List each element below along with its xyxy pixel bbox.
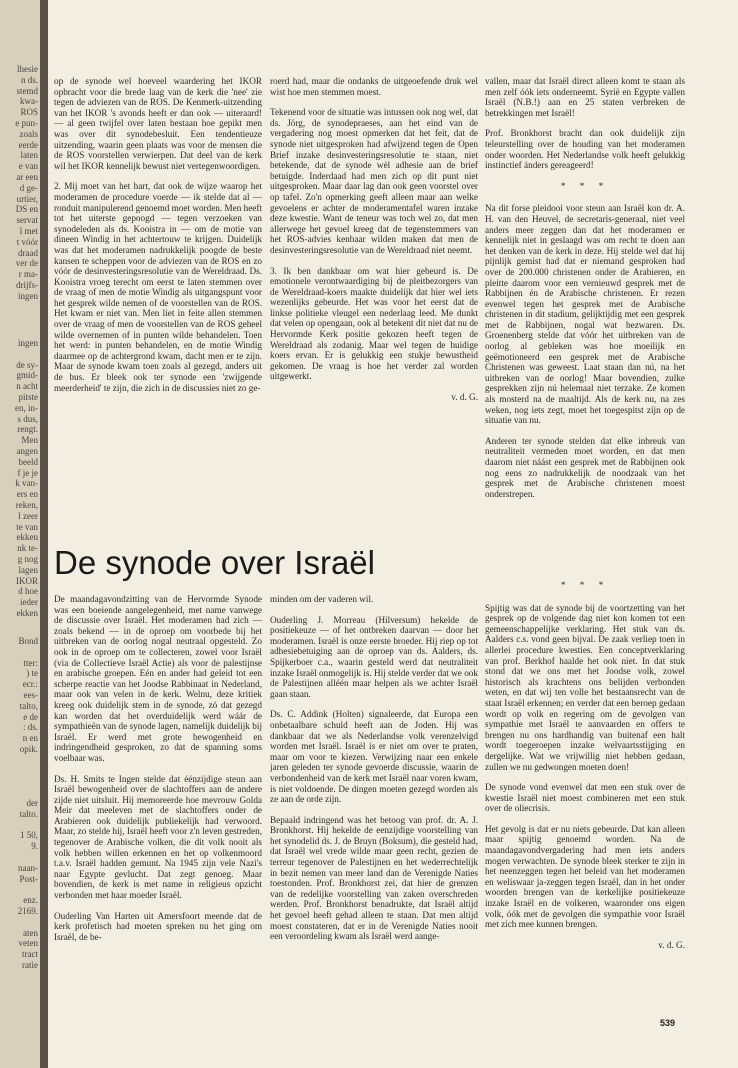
paragraph: Na dit forse pleidooi voor steun aan Israël kon dr. A. H. van den Heuvel, de secretaris-generaal, niet veel anders meer zeggen dan dat het moderamen er kennelijk niet in geslaagd was om recht te doen aan het denken van de kerk in deze. Hij stelde wel dat hij pijnlijk gemist had dat er niemand gesproken had over de 200.000 christenen onder de Arabieren, en pleitte daarom voor een vernieuwd gesprek met de Rabbijnen én de Arabische christenen. Er rezen evenwel tegen het gesprek met de Arabische christenen in dit stadium, gelijktijdig met een gesprek met de Rabbijnen, nogal wat bezwaren. Ds. Groenenberg stelde dat vóór het uitbreken van de oorlog al gebleken was hoe moeilijk en geëmotioneerd een gesprek met de Arabische Christenen was geweest. Laat staan dan nú, na het uitbreken van de oorlog! Maar bovendien, zulke gesprekken zijn nú helemaal niet terzake. Ze komen als mosterd na de maaltijd. Als de kerk nu, na zes weken, nog iets zegt, moet het toegespitst zijn op de situatie van nu. xyxy=(485,203,685,426)
paragraph: De synode vond evenwel dat men een stuk over de kwestie Israël niet moest combineren met een stuk over de oliecrisis. xyxy=(485,782,685,814)
adjacent-page-fragment-upper: lhesie n ds. stemd kwa- ROS e pun- zoals eerde laten e van ar een d ge- urtier, DS en servat l met t vóór draad ver de r ma- drijfs- ingen xyxy=(15,64,38,301)
adjacent-page-fragment-lower: Bond tter: ) te ecr.: ees- talto, e de : ds. n en opik. der talto. 1 50, 9. naan- Post- enz. 2169. aten veten tract ratie xyxy=(17,636,38,970)
paragraph: De maandagavondzitting van de Hervormde Synode was een boeiende aangelegenheid, met name vanwege de discussie over Israël. Het moderamen had zich — zoals bekend — in de oproep om voorbede bij het uitbreken van de oorlog nogal neutraal opgesteld. Zo ook in de oproep om te collecteren, zowel voor Israël (via de Collectieve Israël Actie) als voor de palestijnse en arabische groepen. Eén en ander had geleid tot een scherpe reactie van het Joodse Rabbinaat in Nederland, maar ook van velen in de kerk. Welnu, deze kritiek kreeg ook duidelijk stem in de synode, zó dat gezegd kan worden dat het overduidelijk werd wáár de sympathieën van de synode lagen, namelijk duidelijk bij Israël. Er werd met grote bewogenheid en indringendheid gesproken, zo dat de spanning soms voelbaar was. xyxy=(54,594,262,763)
paragraph: vallen, maar dat Israël direct alleen komt te staan als men zelf óók iets onderneemt. Syrië en Egypte vallen Israël (N.B.!) aan en 25 staten verbreken de betrekkingen met Israël! xyxy=(485,76,685,118)
main-article-column-1 xyxy=(54,594,262,1034)
paragraph: Tekenend voor de situatie was intussen ook nog wel, dat ds. Jörg, de synodepraeses, aan het eind van de vergadering nog moest opmerken dat het feit, dat de synode niet uitgesproken had afwijzend tegen de Open Brief inzake desinvesteringsresolutie te staan, niet betekende, dat de synode wèl adhesie aan de brief betuigde. Inderdaad had men zich op dit punt niet uitgesproken. Maar daar lag dan ook geen voorstel over op tafel. Zo'n opmerking geeft alleen maar aan welke gevoelens er achter de moderamentafel waren inzake deze kwestie. Want de teneur was toch wel zo, dat men allerwege het gevoel kreeg dat de tegenstemmers van het ROS-advies kenbaar wilden maken dat men de desinvesteringsresolutie van de Wereldraad niet neemt. xyxy=(270,107,478,255)
paragraph: Ouderling Van Harten uit Amersfoort meende dat de kerk profetisch had moeten spreken nu het ging om Israël, de be- xyxy=(54,910,262,942)
adjacent-page-strip xyxy=(0,0,40,1068)
page-gutter xyxy=(40,0,48,1068)
top-article-column-1 xyxy=(54,76,262,516)
paragraph: Ds. H. Smits te Ingen stelde dat éénzijdige steun aan Israël bewogenheid over de slachtoffers aan de andere zijde niet uitsluit. Hij memoreerde hoe mevrouw Golda Meir dat meeleven met de slachtoffers onder de Arabieren ook duidelijk publiekelijk had verwoord. Maar, zo stelde hij, Israël heeft voor z'n leven gestreden, tegenover de Arabische volken, die dit volk nooit als volk hebben willen erkennen en het op volkenmoord t.a.v. Israël hadden gemunt. Na 1945 zijn vele Nazi's naar Egypte gevlucht. Dat zegt genoeg. Maar bovendien, de kerk is met name in religieus opzicht verbonden met haar moeder Israël. xyxy=(54,773,262,901)
section-divider-stars: * * * xyxy=(560,580,610,590)
paragraph: Ds. C. Addink (Holten) signaleerde, dat Europa een onbetaalbare schuld heeft aan de Joden. Hij was dankbaar dat we als Nederlandse volk verenzelvigd worden met Israël. Israël is er niet om over te praten, maar om voor te kiezen. Verwijzing naar een enkele jaren geleden ter synode gevoerde discussie, waarin de verbondenheid van de kerk met Israël naar voren kwam, is niet voldoende. De dingen moeten gezegd worden als ze aan de orde zijn. xyxy=(270,709,478,805)
author-signature: v. d. G. xyxy=(451,392,478,403)
top-article-column-3 xyxy=(485,76,685,556)
paragraph: Prof. Bronkhorst bracht dan ook duidelijk zijn teleurstelling over de houding van het moderamen onder woorden. Het Nederlandse volk heeft gelukkig instinctief ánders gereageerd! xyxy=(485,128,685,171)
author-signature: v. d. G. xyxy=(658,939,685,950)
paragraph: Spijtig was dat de synode bij de voortzetting van het gesprek op de volgende dag niet kon komen tot een gemeenschappelijke verklaring. Het stuk van ds. Aalders c.s. vond geen bijval. De zaak verliep toen in allerlei procedure kwesties. Een conceptverklaring van prof. Berkhof haalde het ook niet. In dat stuk stond dat we ons met het Joodse volk, zowel historisch als krachtens ons belijden verbonden weten, en dat wij ten volle het bestaansrecht van de staat Israël erkennen; en verder dat een beroep gedaan wordt op volk en regering om de gevolgen van sympathie met Israël te aanvaarden en offers te brengen nu ons hardhandig van buitenaf een halt wordt toegeroepen inzake welvaartsstijging en dergelijke. Wat we vrijwillig niet hebben gedaan, zullen we nu gedwongen moeten doen! xyxy=(485,602,685,772)
top-article-column-2 xyxy=(270,76,478,516)
paragraph: 2. Mij moet van het hart, dat ook de wijze waarop het moderamen de procedure voerde — ik stelde dat al — ronduit manipulerend genoemd moet worden. Men heeft tot het uiterste gepoogd — tegen verzoeken van synodeleden als ds. Kooistra in — om de motie van dineen Windig in het achtertouw te krijgen. Duidelijk was dat het moderamen nadrukkelijk poogde de beste kansen te scheppen voor de adviezen van de ROS en zo vóór de desinvesteringsresolutie van de Wereldraad. Ds. Kooistra vroeg terecht om eerst te laten stemmen over de vraag of men de motie Windig als uitgangspunt voor het gesprek wilde nemen of de voorstellen van de ROS. Het kwam er niet van. Men liet in feite allen stemmen over de vraag of men de voorstellen van de ROS geheel wilde overnemen of in punten wilde behandelen. Toen het werd: in punten behandelen, en de motie Windig daarmee op de achtergrond kwam, dacht men er te zijn. Maar de synode kwam toen zoals al gezegd, anders uit de bus. Er bleek ook ter synode een 'zwijgende meerderheid' te zijn, die zich in de discussies niet zo ge- xyxy=(54,181,262,393)
paragraph: op de synode wel hoeveel waardering het IKOR opbracht voor die brede laag van de kerk die 'nee' zie tegen de adviezen van de ROS. De Kenmerk-uitzending van het IKOR 's avonds heeft er dan ook — uiteraard! — al geen twijfel over laten bestaan hoe gepikt men was over dit synodebesluit. Een tendentieuze uitzending, waarin geen plaats was voor de mensen die de ROS voorstellen verwierpen. Dat deel van de kerk wil het IKOR kennelijk bewust niet vertegenwoordigen. xyxy=(54,76,262,171)
adjacent-page-fragment-middle: ingen de sy- gmid- n acht pitste en, in- s dus, rengt. Men angen beeld f je je k van- ers en reken, l zeer te van ekken nk te- g nog lagen IKOR d hoe ieder ekken xyxy=(15,338,38,618)
paragraph: Ouderling J. Morreau (Hilversum) hekelde de positiekeuze — of het ontbreken daarvan — door het moderamen. Israël is onze eerste broeder. Hij riep op tot adhesiebetuiging aan de oproep van ds. Aalders, ds. Spijkerboer c.a., waarin gesteld werd dat neutraliteit inzake Israël onmogelijk is. Hij stelde verder dat we ook de Palestijnen alléén maar helpen als we achter Israël gaan staan. xyxy=(270,614,478,699)
main-article-column-3 xyxy=(485,572,685,1012)
paragraph: Bepaald indringend was het betoog van prof. dr. A. J. Bronkhorst. Hij hekelde de eenzijdige voorstelling van het synodelid ds. J. de Bruyn (Boksum), die gesteld had, dat Israël wel vrede wilde maar geen recht, gezien de terreur tegenover de Palestijnen en het wederrechtelijk in bezit nemen van meer land dan de Verenigde Naties toestonden. Prof. Bronkhorst zei, dat hier de grenzen van de redelijke voorstelling van zaken overschreden werden. Prof. Bronkhorst benadrukte, dat Israël altijd het gevoel heeft gehad alleen te staan. Dat men altijd moest constateren, dat er in de Verenigde Naties nooit een veroordeling kwam als Israël werd aange- xyxy=(270,814,478,942)
paragraph: roerd had, maar die ondanks de uitgeoefende druk wel wist hoe men stemmen moest. xyxy=(270,76,478,97)
paragraph: Het gevolg is dat er nu niets gebeurde. Dat kan alleen maar spijtig genoemd worden. Na de maandagavondvergadering had men iets anders mogen verwachten. De synode bleek sterker te zijn in het neenzeggen tegen het beleid van het moderamen en weliswaar ja-zeggen tegen Israël, dan in het onder woorden brengen van de kerkelijke positiekeuze inzake Israël en de volkeren, waaronder ons eigen volk, óók met de gevolgen die sympathie voor Israël met zich mee kunnen brengen. xyxy=(485,823,685,930)
paragraph: Anderen ter synode stelden dat elke inbreuk van neutraliteit vermeden moet worden, en dat men daarom niet náást een gesprek met de Rabbijnen ook nog eens zo nadrukkelijk de noodzaak van het gesprek met de Arabische christenen moest onderstrepen. xyxy=(485,435,685,499)
main-article-column-2 xyxy=(270,594,478,1034)
paragraph: minden om der vaderen wil. xyxy=(270,594,374,604)
section-divider-stars: * * * xyxy=(560,180,610,191)
article-headline: De synode over Israël xyxy=(54,544,375,581)
paragraph: 3. Ik ben dankbaar om wat hier gebeurd is. De emotionele verontwaardiging bij de pleitbezorgers van de Wereldraad-koers maakte duidelijk dat hier wel iets wezenlijks gebeurde. Het was voor het eerst dat de linkse politieke vleugel een nederlaag leed. Me dunkt dat velen op opengaan, ook al betekent dit niet dat nu de Hervormde Kerk positie gekozen heeft tegen de Wereldraad als zodanig. Maar wel tegen de huidige koers ervan. Er is gelukkig een stukje bewustheid gekomen. De vraag is hoe het verder zal worden uitgewerkt. xyxy=(270,265,478,382)
page-number: 539 xyxy=(660,1018,676,1028)
